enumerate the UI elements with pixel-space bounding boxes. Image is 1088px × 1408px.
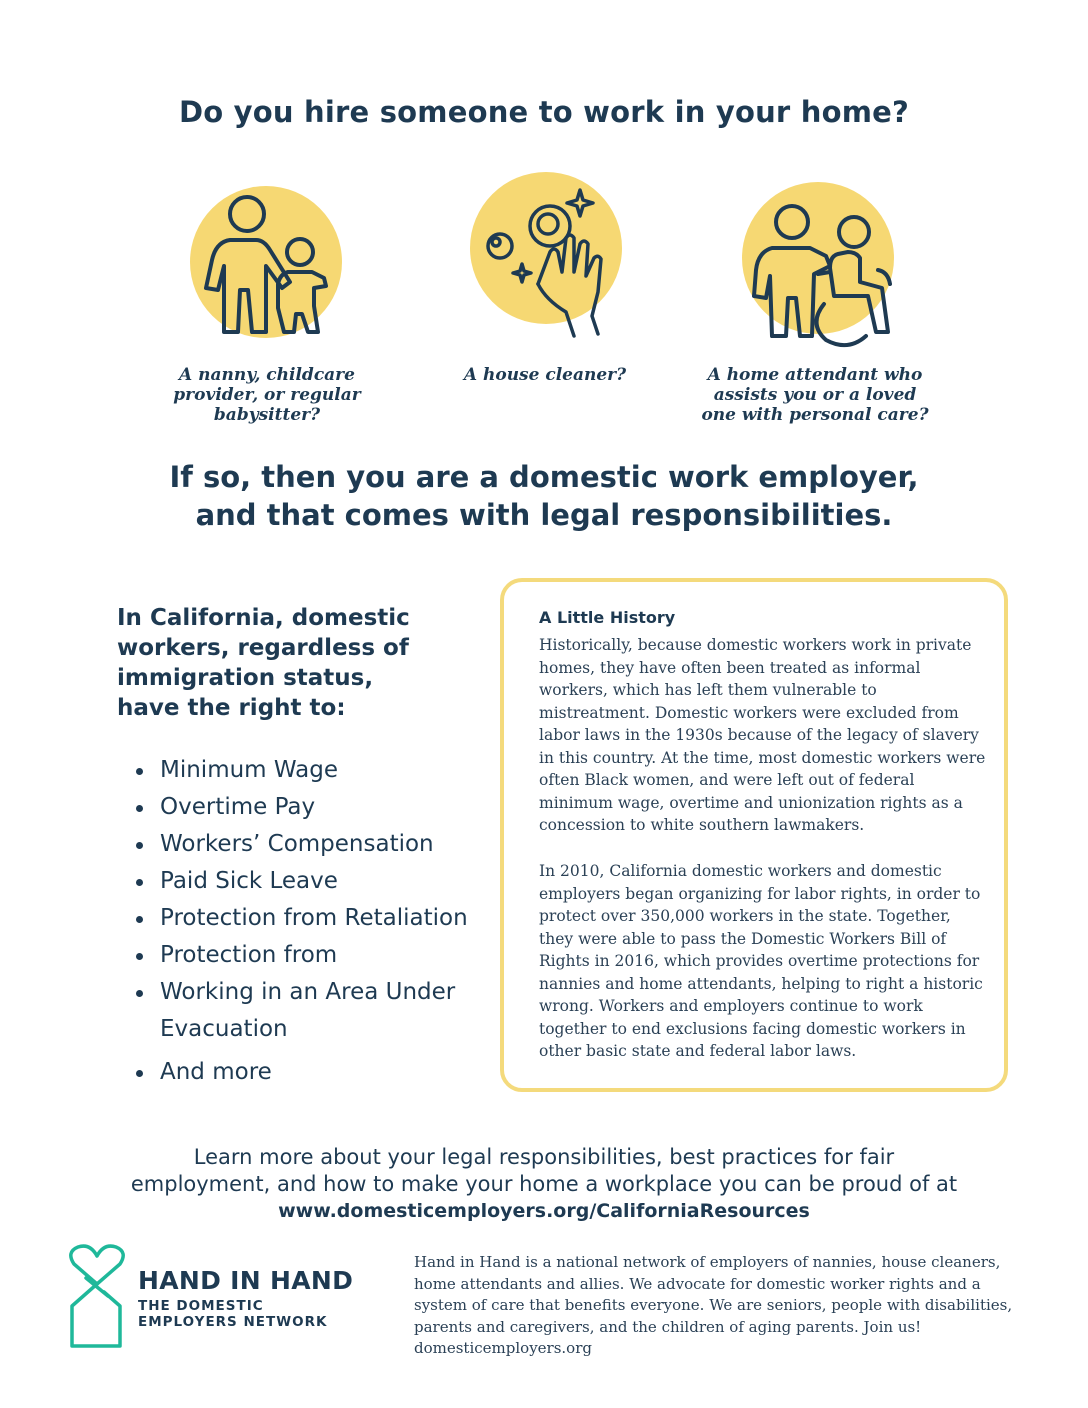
rights-intro-line: immigration status, xyxy=(117,665,374,691)
learn-more-line: employment, and how to make your home a workplace you can be proud of at xyxy=(130,1172,958,1196)
learn-more-text xyxy=(0,1144,1088,1198)
logo-subtitle xyxy=(138,1298,327,1330)
logo-subtitle-line: THE DOMESTIC xyxy=(138,1298,264,1314)
adult-child-icon xyxy=(190,180,350,350)
history-paragraph: In 2010, California domestic workers and domestic employers began organizing for labor rights, in order to protect over 350,000 workers in the state. Together, they were able to pass the Domestic Workers Bill of Rights in 2016, which provides overtime protections for nannies and home attendants, helping to right a historic wrong. Workers and employers continue to work together to end exclusions facing domestic workers in other basic state and federal labor laws. xyxy=(539,862,983,1060)
list-item: Overtime Pay xyxy=(132,789,492,826)
cleaning-hand-icon xyxy=(470,176,630,346)
resources-link[interactable]: www.domesticemployers.org/CaliforniaResources xyxy=(278,1200,810,1222)
role-caption-nanny: A nanny, childcare provider, or regular babysitter? xyxy=(173,365,361,425)
list-item: Minimum Wage xyxy=(132,752,492,789)
history-paragraph: Historically, because domestic workers work in private homes, they have often been treated as informal workers, which has left them vulnerable to mistreatment. Domestic workers were excluded from labor laws in the 1930s because of the legacy of slavery in this country. At the time, most domestic workers were often Black women, and were left out of federal minimum wage, overtime and unionization rights as a concession to white southern lawmakers. xyxy=(539,636,986,834)
learn-more-line: Learn more about your legal responsibilities, best practices for fair xyxy=(193,1145,895,1169)
hand-in-hand-logo-icon xyxy=(66,1244,128,1350)
logo-subtitle-line: EMPLOYERS NETWORK xyxy=(138,1314,328,1330)
subheading-line: If so, then you are a domestic work employer, xyxy=(169,460,919,494)
wheelchair-assist-icon xyxy=(738,192,908,352)
page-title: Do you hire someone to work in your home? xyxy=(178,95,910,129)
role-caption-attendant: A home attendant who assists you or a loved one with personal care? xyxy=(701,365,929,425)
list-item: Protection from xyxy=(132,937,492,974)
list-item: Protection from Retaliation xyxy=(132,900,492,937)
list-item: Workers’ Compensation xyxy=(132,826,492,863)
list-item: Working in an Area Under Evacuation xyxy=(132,974,492,1048)
list-item: And more xyxy=(132,1054,492,1091)
rights-intro-line: have the right to: xyxy=(117,695,346,721)
role-caption-cleaner: A house cleaner? xyxy=(463,365,627,385)
rights-intro xyxy=(117,603,447,723)
history-title: A Little History xyxy=(539,608,676,627)
rights-intro-line: In California, domestic xyxy=(117,605,410,631)
logo-title: HAND IN HAND xyxy=(138,1266,354,1295)
about-text: Hand in Hand is a national network of employers of nannies, house cleaners, home attendants and allies. We advocate for domestic worker rights and a system of care that benefits everyone. We are seniors, people with disabilities, parents and caregivers, and the children of aging parents. Join us! domesticemployers.org xyxy=(414,1253,1013,1357)
list-item: Paid Sick Leave xyxy=(132,863,492,900)
subheading-line: and that comes with legal responsibilities. xyxy=(195,498,893,532)
rights-list xyxy=(132,752,492,1091)
employer-subheading xyxy=(0,458,1088,534)
rights-intro-line: workers, regardless of xyxy=(117,635,409,661)
